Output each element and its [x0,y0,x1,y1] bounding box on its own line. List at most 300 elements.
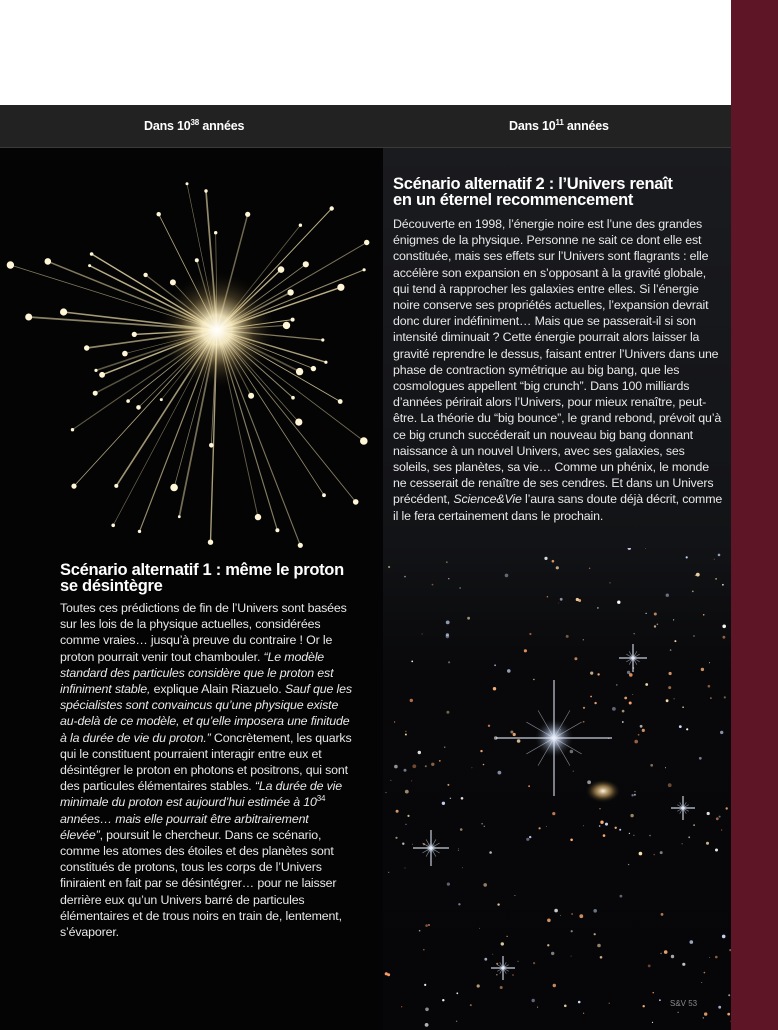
galaxy-dot [450,798,451,799]
galaxy-dot [678,1012,679,1013]
galaxy-dot [590,672,593,675]
galaxy-dot [622,721,624,723]
particle-dot [170,279,176,285]
galaxy-dot [388,566,390,568]
scenario-2-column [383,148,731,1030]
proton-decay-illustration [0,178,383,558]
galaxy-dot [634,740,638,744]
body-text-run: explique Alain Riazuelo. [150,682,285,697]
galaxy-dot [425,1008,429,1012]
galaxy-dot [628,864,629,865]
galaxy-dot [715,849,718,852]
side-color-band [731,0,778,1030]
galaxy-dot [714,559,715,560]
galaxy-dot [716,817,719,820]
galaxy-dot [423,949,425,951]
galaxy-dot [720,731,723,734]
particle-dot [186,182,189,185]
particle-dot [322,493,326,497]
galaxy-dot [583,825,584,826]
galaxy-dot [646,613,647,614]
body-text-run: Concrètement, les quarks qui le constituent pourraient interagir entre eux et désintégrer le proton en photons et positrons, qui sont des particules élémentaires stables. [60,730,352,794]
galaxy-dot [533,962,535,964]
galaxy-dot [659,999,661,1001]
galaxy-dot [425,924,428,927]
galaxy-dot [629,702,632,705]
galaxy-dot [638,734,640,736]
galaxy-dot [552,560,555,563]
particle-dot [160,398,163,401]
galaxy-dot [600,821,603,824]
galaxy-dot [634,791,635,792]
body-text-run: Science&Vie [453,492,522,507]
galaxy-dot [715,578,717,580]
galaxy-dot [529,836,531,838]
galaxy-dot [578,1001,581,1004]
galaxy-dot [657,624,659,626]
galaxy-dot [619,829,621,831]
galaxy-dot [394,721,395,722]
galaxy-dot [693,635,694,636]
galaxy-dot [583,1013,584,1014]
particle-dot [60,308,67,315]
galaxy-dot [446,562,447,563]
galaxy-dot [710,697,712,699]
galaxy-dot [513,733,516,736]
galaxy-dot [671,955,674,958]
galaxy-dot [444,747,445,748]
galaxy-dot [488,725,490,727]
particle-dot [143,273,147,277]
galaxy-dot [461,797,464,800]
particle-dot [94,369,97,372]
deep-field-galaxy-image [383,548,731,1030]
galaxy-dot [603,834,606,837]
galaxy-dot [552,812,555,815]
particle-dot [25,314,32,321]
galaxy-dot [649,835,651,837]
galaxy-dot [627,671,630,674]
galaxy-dot [537,1007,538,1008]
galaxy-dot [615,827,617,829]
galaxy-dot [395,837,397,839]
galaxy-dot [512,974,514,976]
galaxy-dot [571,956,572,957]
particle-dot [291,396,295,400]
galaxy-dot [724,696,726,698]
galaxy-dot [507,936,508,937]
particle-dot [204,189,207,192]
galaxy-dot [590,696,592,698]
scenario-1-title: Scénario alternatif 1 : même le proton se désintègre [60,561,344,595]
particle-dot [178,515,181,518]
galaxy-dot [412,844,413,845]
galaxy-dot [546,826,547,827]
galaxy-dot [396,810,399,813]
particle-dot [248,393,254,399]
galaxy-dot [688,836,690,838]
galaxy-dot [446,621,450,625]
galaxy-dot [419,930,421,932]
particle-dot [363,268,366,271]
galaxy-dot [422,634,423,635]
galaxy-dot [722,625,726,629]
galaxy-dot [407,815,409,817]
particle-dot [114,484,118,488]
scenario-2-body [393,216,723,524]
galaxy-dot [723,636,726,639]
particle-dot [338,399,343,404]
galaxy-dot [505,574,509,578]
galaxy-dot [703,614,705,616]
particle-dot [255,514,261,520]
timeline-label-right: Dans $10^{11}$ années [509,118,609,133]
galaxy-dot [722,584,724,586]
galaxy-dot [622,710,625,713]
galaxy-dot [624,697,627,700]
body-text-run: années… mais elle pourrait être arbitrairement élevée” [60,811,309,842]
galaxy-dot [579,914,583,918]
galaxy-dot [446,711,449,714]
galaxy-dot [489,851,492,854]
particle-dot [195,258,199,262]
particle-dot [132,332,137,337]
particle-dot [283,322,290,329]
galaxy-dot [510,731,513,734]
particle-dot [324,361,327,364]
body-text-run: Toutes ces prédictions de fin de l’Univers sont basées sur les lois de la physique actuelles, considérées comme vraies… jusqu’à preuve du contraire ! Or le proton pourrait venir tout chambouler. [60,601,347,664]
galaxy-dot [594,933,596,935]
galaxy-dot [666,594,669,597]
galaxy-dot [566,635,569,638]
galaxy-dot [494,664,496,666]
galaxy-dot [630,814,633,817]
galaxy-dot [722,935,726,939]
galaxy-dot [425,1023,429,1027]
galaxy-dot [654,625,656,627]
galaxy-dot [695,575,696,576]
galaxy-dot [458,903,460,905]
body-text-run: Sauf que les spécialistes sont convaincus qu’une physique existe au-delà de ce modèle, et qu’elle imposera une finitude à la durée de vie du proton.” [60,682,352,745]
galaxy-dot [731,1021,732,1022]
galaxy-dot [668,783,672,787]
galaxy-dot [654,613,657,616]
galaxy-dot [693,824,695,826]
timeline-bar [0,105,731,148]
galaxy-dot [470,1004,472,1006]
galaxy-dot [484,958,487,961]
scenario-2-title: Scénario alternatif 2 : l’Univers renaît en un éternel recommencement [393,175,673,209]
galaxy-dot [496,963,498,965]
galaxy-dot [718,1006,721,1009]
galaxy-dot [599,808,600,809]
galaxy-dot [432,584,434,586]
galaxy-dot [679,725,682,728]
galaxy-dot [539,827,541,829]
galaxy-dot [496,974,497,975]
galaxy-dot [682,843,683,844]
galaxy-dot [631,794,633,796]
particle-dot [136,405,141,410]
galaxy-dot [701,668,704,671]
galaxy-dot [600,956,603,959]
particle-dot [360,437,368,445]
galaxy-dot [594,702,596,704]
galaxy-dot [690,940,694,944]
particle-dot [126,399,130,403]
galaxy-dot [446,633,449,636]
galaxy-dot [412,764,416,768]
galaxy-dot [632,694,633,695]
galaxy-dot [394,765,398,769]
galaxy-dot [593,909,597,913]
galaxy-dot [467,617,470,620]
galaxy-dot [653,992,654,993]
particle-dot [170,484,178,492]
galaxy-dot [599,825,601,827]
galaxy-dot [428,924,430,926]
galaxy-dot [571,913,573,915]
galaxy-dot [528,785,530,787]
particle-dot [7,261,14,268]
galaxy-dot [645,548,646,549]
galaxy-dot [692,591,694,593]
galaxy-dot [431,763,434,766]
particle-dot [275,528,279,532]
body-text-run: “La durée de vie minimale du proton est aujourd’hui estimée à 10 [60,779,343,810]
galaxy-dot [652,1022,653,1023]
body-text-run: 34 [316,794,326,804]
galaxy-dot [574,657,577,660]
body-text-run: Découverte en 1998, l’énergie noire est l’une des grandes énigmes de la physique. Personne ne sait ce dont elle est constituée, mais ses effets sur l’Univers sont flagrants : elle accélère son expansion en s’opposant à la gravité globale, qui tend à rapprocher les galaxies entre elles. Si l’énergie noire conserve ses propriétés actuelles, l’expansion devrait donc durer indéfiniment… Mais que se passerait-il si son intensité diminuait ? Cette énergie pourrait alors laisser la gravité reprendre le dessus, faisant entrer l’Univers dans une phase de contraction symétrique au big bang, que les cosmologues appellent “big crunch”. Dans 100 milliards d’années périrait alors l’Univers, pour mieux renaître, peut-être. La théorie du “big bounce”, le grand rebond, prévoit qu’à ce big crunch succéderait un nouveau big bang donnant naissance à un nouvel Univers, avec ses galaxies, ses soleils, ses planètes, sa vie… Comme un phénix, le monde ne cesserait de renaître de ses cendres. Et dans un Univers précédent, [393,217,722,507]
galaxy-dot [551,952,554,955]
galaxy-dot [669,672,672,675]
body-text-run: “Le modèle standard des particules considère que le proton est infiniment stable, [60,649,334,697]
body-text-run: , poursuit le chercheur. Dans ce scénario, comme les atomes des étoiles et des planètes sont constitués de protons, tous les corps de l’Univers finiraient en fait par se désintégrer… pour ne laisser derrière eux qu’un Univers barré de particules élémentaires et de trous noirs en train de, lentement, s’évaporer. [60,827,342,940]
galaxy-dot [498,771,502,775]
galaxy-dot [597,673,599,675]
galaxy-dot [554,909,558,913]
galaxy-dot [726,807,728,809]
galaxy-dot [664,950,668,954]
galaxy-dot [639,852,643,856]
galaxy-dot [507,669,511,673]
galaxy-dot [483,764,485,766]
particle-dot [295,419,302,426]
galaxy-dot [560,598,563,601]
galaxy-dot [458,848,459,849]
particle-dot [278,266,285,273]
galaxy-dot [650,764,653,767]
galaxy-dot [388,872,389,873]
galaxy-dot [442,802,445,805]
galaxy-dot [524,649,527,652]
particle-dot [90,252,94,256]
galaxy-dot [686,556,688,558]
galaxy-dot [547,944,549,946]
galaxy-dot [439,760,441,762]
particle-dot [45,258,52,265]
galaxy-dot [642,729,645,732]
particle-dot [209,443,214,448]
galaxy-dot [484,826,485,827]
galaxy-dot [500,986,503,989]
particle-dot [71,484,76,489]
galaxy-dot [727,1013,730,1016]
galaxy-dot [405,734,407,736]
galaxy-dot [517,739,521,743]
galaxy-dot [460,828,463,831]
particle-dot [311,366,316,371]
galaxy-dot [448,661,450,663]
bright-star [671,796,695,820]
galaxy-dot [497,903,499,905]
galaxy-dot [699,757,702,760]
galaxy-dot [447,883,450,886]
galaxy-dot [709,957,710,958]
particle-dot [88,264,91,267]
galaxy-dot [501,942,504,945]
particle-dot [353,499,359,505]
particle-dot [298,543,303,548]
galaxy-dot [547,596,548,597]
galaxy-dot [477,984,480,987]
particle-dot [296,368,303,375]
galaxy-dot [628,548,631,550]
galaxy-dot [682,963,685,966]
galaxy-dot [471,767,472,768]
galaxy-dot [653,854,655,856]
galaxy-dot [709,662,710,663]
particle-dot [111,524,115,528]
galaxy-dot [447,784,449,786]
galaxy-dot [648,965,651,968]
galaxy-dot [514,895,515,896]
galaxy-dot [686,728,688,730]
particle-dot [93,391,98,396]
particle-dot [299,224,302,227]
galaxy-dot [728,994,730,996]
galaxy-dot [610,582,611,583]
galaxy-dot [666,699,669,702]
galaxy-dot [560,915,561,916]
galaxy-dot [660,953,662,955]
galaxy-dot [411,661,413,663]
particle-dot [122,351,128,357]
galaxy-dot [704,972,706,974]
galaxy-dot [583,721,585,723]
galaxy-dot [573,771,574,772]
galaxy-dot [483,883,487,887]
particle-dot [157,212,161,216]
galaxy-dot [448,578,449,579]
bright-galaxy [585,779,621,803]
galaxy-dot [564,1005,567,1008]
particle-dot [71,428,74,431]
galaxy-dot [385,792,386,793]
galaxy-dot [634,794,636,796]
bright-star [491,956,515,980]
galaxy-dot [558,603,559,604]
galaxy-dot [715,956,718,959]
particle-dot [84,345,89,350]
galaxy-dot [665,767,666,768]
galaxy-dot [553,984,556,987]
galaxy-dot [544,557,547,560]
galaxy-dot [456,1021,457,1022]
galaxy-dot [634,633,635,634]
galaxy-dot [390,780,391,781]
bright-star [413,830,449,866]
particle-dot [330,206,334,210]
galaxy-dot [612,707,616,711]
galaxy-dot [701,982,702,983]
galaxy-dot [673,619,674,620]
galaxy-dot [696,573,700,577]
galaxy-dot [682,706,684,708]
particle-dot [291,318,295,322]
galaxy-dot [660,851,663,854]
galaxy-dot [533,679,534,680]
galaxy-dot [401,1006,402,1007]
galaxy-dot [526,838,529,841]
galaxy-dot [458,850,459,851]
galaxy-dot [481,823,482,824]
galaxy-dot [597,607,599,609]
galaxy-dot [442,999,444,1001]
bright-star [496,680,612,796]
galaxy-dot [529,633,531,635]
galaxy-dot [719,816,721,818]
galaxy-dot [670,649,672,651]
scenario-1-body [60,600,352,940]
galaxy-dot [404,576,406,578]
galaxy-dot [418,751,421,754]
galaxy-dot [661,913,664,916]
timeline-label-left: Dans $10^{38}$ années [144,118,245,133]
particle-dot [208,540,213,545]
particle-dot [364,240,369,245]
galaxy-dot [609,1003,610,1004]
body-text-run: l’aura sans doute déjà décrit, comme il le fera certainement dans le prochain. [393,492,723,523]
particle-dot [287,289,293,295]
galaxy-dot [424,984,426,986]
page-folio: S&V 53 [670,999,698,1008]
galaxy-dot [402,843,404,845]
bright-star [619,644,647,672]
galaxy-dot [405,731,406,732]
galaxy-dot [480,750,482,752]
galaxy-dot [673,698,674,699]
galaxy-dot [517,961,518,962]
galaxy-dot [462,867,463,868]
galaxy-dot [425,765,427,767]
particle-dot [337,284,344,291]
particle-dot [245,212,250,217]
galaxy-dot [387,973,390,976]
galaxy-dot [411,780,412,781]
galaxy-dot [718,554,721,557]
galaxy-dot [479,928,480,929]
galaxy-dot [583,707,585,709]
particle-dot [303,261,309,267]
particle-dot [214,231,217,234]
galaxy-dot [640,725,643,728]
galaxy-dot [645,683,648,686]
galaxy-dot [706,842,709,845]
galaxy-dot [605,823,608,826]
galaxy-dot [410,699,413,702]
